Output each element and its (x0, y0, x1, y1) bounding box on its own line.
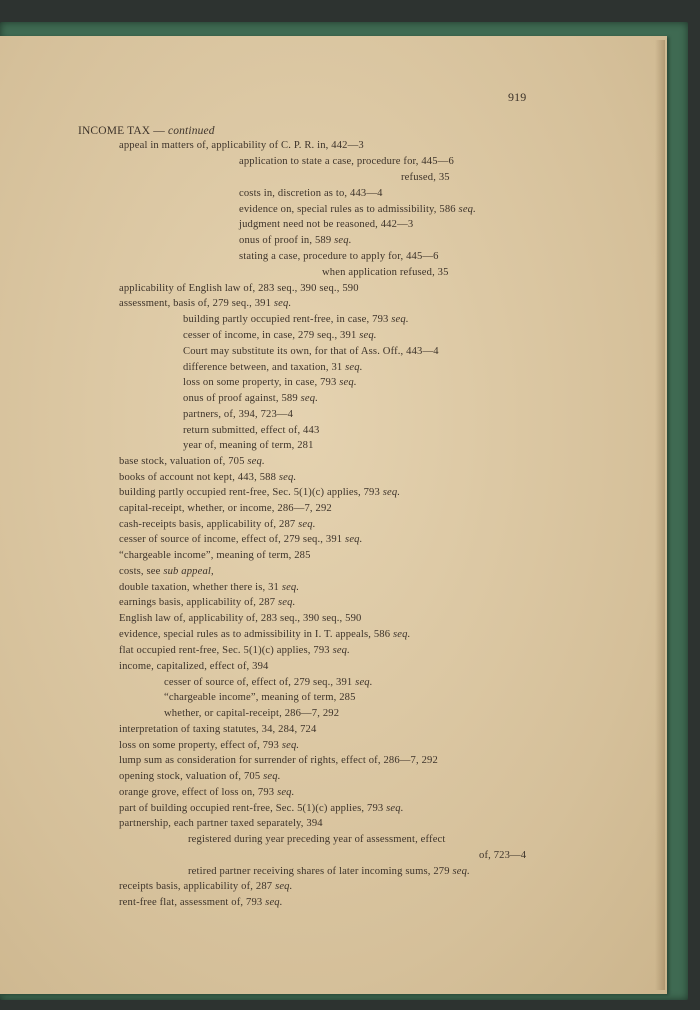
index-entry: double taxation, whether there is, 31 seq. (119, 582, 300, 593)
index-entry: base stock, valuation of, 705 seq. (119, 456, 265, 467)
index-entry: lump sum as consideration for surrender of rights, effect of, 286—7, 292 (119, 755, 438, 766)
index-entry: rent-free flat, assessment of, 793 seq. (119, 897, 283, 908)
page-edge-shadow (655, 40, 665, 990)
index-entry: judgment need not be reasoned, 442—3 (239, 219, 414, 230)
index-entry: receipts basis, applicability of, 287 seq. (119, 881, 293, 892)
index-entry: English law of, applicability of, 283 seq., 390 seq., 590 (119, 613, 362, 624)
index-entry: Court may substitute its own, for that of Ass. Off., 443—4 (183, 346, 439, 357)
index-entry: building partly occupied rent-free, in case, 793 seq. (183, 314, 409, 325)
index-entry: stating a case, procedure to apply for, 445—6 (239, 251, 439, 262)
heading-term: INCOME TAX (78, 125, 151, 137)
index-entry: year of, meaning of term, 281 (183, 440, 314, 451)
index-entry: partnership, each partner taxed separately, 394 (119, 818, 323, 829)
index-entry: income, capitalized, effect of, 394 (119, 661, 269, 672)
index-entry: costs in, discretion as to, 443—4 (239, 188, 383, 199)
book-page (0, 36, 667, 994)
index-entry: earnings basis, applicability of, 287 seq. (119, 597, 296, 608)
index-entry: loss on some property, in case, 793 seq. (183, 377, 357, 388)
index-entry: flat occupied rent-free, Sec. 5(1)(c) applies, 793 seq. (119, 645, 350, 656)
index-entry: applicability of English law of, 283 seq., 390 seq., 590 (119, 283, 359, 294)
index-entry: “chargeable income”, meaning of term, 285 (164, 692, 356, 703)
index-entry: books of account not kept, 443, 588 seq. (119, 472, 297, 483)
index-entry: evidence on, special rules as to admissibility, 586 seq. (239, 204, 476, 215)
index-entry: retired partner receiving shares of later incoming sums, 279 seq. (188, 866, 470, 877)
index-entry: appeal in matters of, applicability of C. P. R. in, 442—3 (119, 140, 364, 151)
index-entry: onus of proof against, 589 seq. (183, 393, 319, 404)
index-entry: cesser of source of income, effect of, 279 seq., 391 seq. (119, 534, 363, 545)
index-entry: cash-receipts basis, applicability of, 287 seq. (119, 519, 316, 530)
index-entry: capital-receipt, whether, or income, 286—7, 292 (119, 503, 332, 514)
index-entry: difference between, and taxation, 31 seq. (183, 362, 363, 373)
index-entry: onus of proof in, 589 seq. (239, 235, 352, 246)
index-entry: interpretation of taxing statutes, 34, 284, 724 (119, 724, 317, 735)
index-entry: loss on some property, effect of, 793 seq. (119, 740, 300, 751)
index-entry: “chargeable income”, meaning of term, 285 (119, 550, 311, 561)
index-entry: partners, of, 394, 723—4 (183, 409, 294, 420)
index-entry: evidence, special rules as to admissibility in I. T. appeals, 586 seq. (119, 629, 411, 640)
index-entry: cesser of source of, effect of, 279 seq., 391 seq. (164, 677, 373, 688)
heading-dash: — (153, 125, 165, 137)
page-number: 919 (508, 90, 527, 104)
index-entry: registered during year preceding year of assessment, effect (188, 834, 446, 845)
heading-continued: continued (167, 125, 215, 137)
index-entry: refused, 35 (401, 172, 450, 183)
index-entry: costs, see sub appeal, (119, 566, 214, 577)
index-entry: part of building occupied rent-free, Sec. 5(1)(c) applies, 793 seq. (119, 803, 404, 814)
index-entry: orange grove, effect of loss on, 793 seq. (119, 787, 295, 798)
index-entry: cesser of income, in case, 279 seq., 391 seq. (183, 330, 377, 341)
index-entry: building partly occupied rent-free, Sec. 5(1)(c) applies, 793 seq. (119, 487, 401, 498)
index-entry: assessment, basis of, 279 seq., 391 seq. (119, 298, 292, 309)
index-entry: return submitted, effect of, 443 (183, 425, 320, 436)
index-heading (78, 124, 215, 138)
index-text (0, 36, 667, 994)
index-entry: application to state a case, procedure for, 445—6 (239, 156, 454, 167)
index-entry: whether, or capital-receipt, 286—7, 292 (164, 708, 340, 719)
index-entry: of, 723—4 (479, 850, 527, 861)
index-entry: opening stock, valuation of, 705 seq. (119, 771, 281, 782)
index-entry: when application refused, 35 (322, 267, 449, 278)
